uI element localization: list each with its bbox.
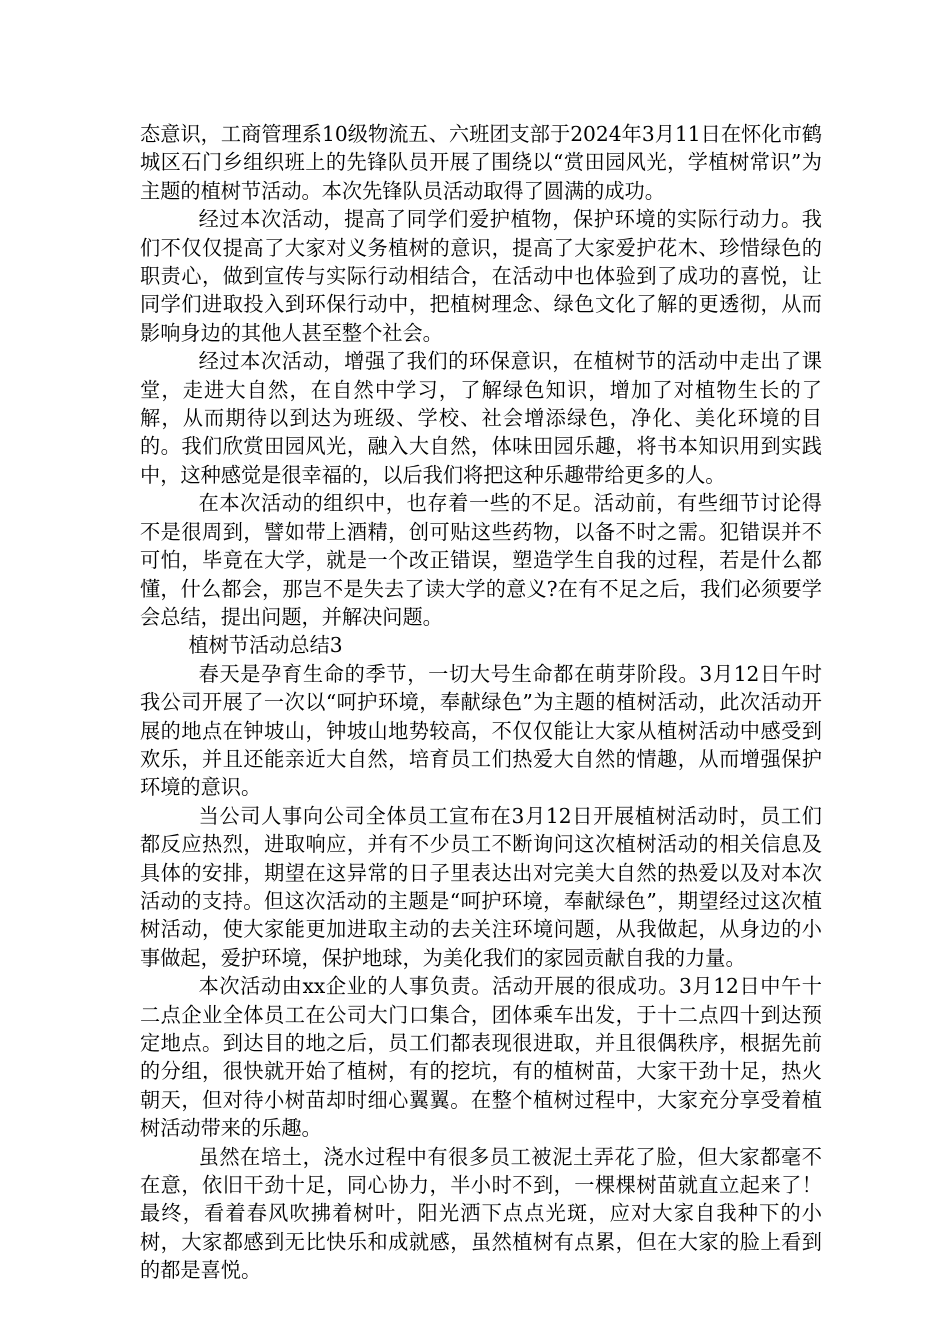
paragraph-action-awareness: 经过本次活动，提高了同学们爱护植物，保护环境的实际行动力。我们不仅仅提高了大家对义务植树的意识，提高了大家爱护花木、珍惜绿色的职责心，做到宣传与实际行动相结合，在活动中也体验到了成功的喜悦，让同学们进取投入到环保行动中，把植树理念、绿色文化了解的更透彻，从而影响身边的其他人甚至整个社会。 xyxy=(140,207,822,345)
paragraph-conclusion: 虽然在培土，浇水过程中有很多员工被泥土弄花了脸，但大家都毫不在意，依旧干劲十足，同心协力，半小时不到，一棵棵树苗就直立起来了！最终，看着春风吹拂着树叶，阳光洒下点点光斑，应对大家自我种下的小树，大家都感到无比快乐和成就感，虽然植树有点累，但在大家的脸上看到的都是喜悦。 xyxy=(140,1144,822,1283)
paragraph-environment-awareness: 经过本次活动，增强了我们的环保意识，在植树节的活动中走出了课堂，走进大自然，在自然中学习，了解绿色知识，增加了对植物生长的了解，从而期待以到达为班级、学校、社会增添绿色，净化、美化环境的目的。我们欣赏田园风光，融入大自然，体味田园乐趣，将书本知识用到实践中，这种感觉是很幸福的，以后我们将把这种乐趣带给更多的人。 xyxy=(140,349,822,487)
paragraph-spring-activity: 春天是孕育生命的季节，一切大号生命都在萌芽阶段。3月12日午时我公司开展了一次以“呵护环境，奉献绿色”为主题的植树活动，此次活动开展的地点在钟坡山，钟坡山地势较高，不仅仅能让大家从植树活动中感受到欢乐，并且还能亲近大自然，培育员工们热爱大自然的情趣，从而增强保护环境的意识。 xyxy=(140,661,822,800)
paragraph-intro-continued: 态意识，工商管理系10级物流五、六班团支部于2024年3月11日在怀化市鹤城区石门乡组织班上的先锋队员开展了围绕以“赏田园风光，学植树常识”为主题的植树节活动。本次先锋队员活动取得了圆满的成功。 xyxy=(140,122,822,203)
paragraph-organization: 本次活动由xx企业的人事负责。活动开展的很成功。3月12日中午十二点企业全体员工在公司大门口集合，团体乘车出发，于十二点四十到达预定地点。到达目的地之后，员工们都表现很进取，并且很偶秩序，根据先前的分组，很快就开始了植树，有的挖坑，有的植树苗，大家干劲十足，热火朝天，但对待小树苗却时细心翼翼。在整个植树过程中，大家充分享受着植树活动带来的乐趣。 xyxy=(140,974,822,1141)
document-page xyxy=(140,120,822,1285)
section-heading: 植树节活动总结3 xyxy=(188,633,343,658)
paragraph-shortcomings: 在本次活动的组织中，也存着一些的不足。活动前，有些细节讨论得不是很周到，譬如带上酒精，创可贴这些药物，以备不时之需。犯错误并不可怕，毕竟在大学，就是一个改正错误，塑造学生自我的过程，若是什么都懂，什么都会，那岂不是失去了读大学的意义?在有不足之后，我们必须要学会总结，提出问题，并解决问题。 xyxy=(140,491,822,629)
paragraph-announcement: 当公司人事向公司全体员工宣布在3月12日开展植树活动时，员工们都反应热烈，进取响应，并有不少员工不断询问这次植树活动的相关信息及具体的安排，期望在这异常的日子里表达出对完美大自然的热爱以及对本次活动的支持。但这次活动的主题是“呵护环境，奉献绿色”，期望经过这次植树活动，使大家能更加进取主动的去关注环境问题，从我做起，从身边的小事做起，爱护环境，保护地球，为美化我们的家园贡献自我的力量。 xyxy=(140,803,822,970)
